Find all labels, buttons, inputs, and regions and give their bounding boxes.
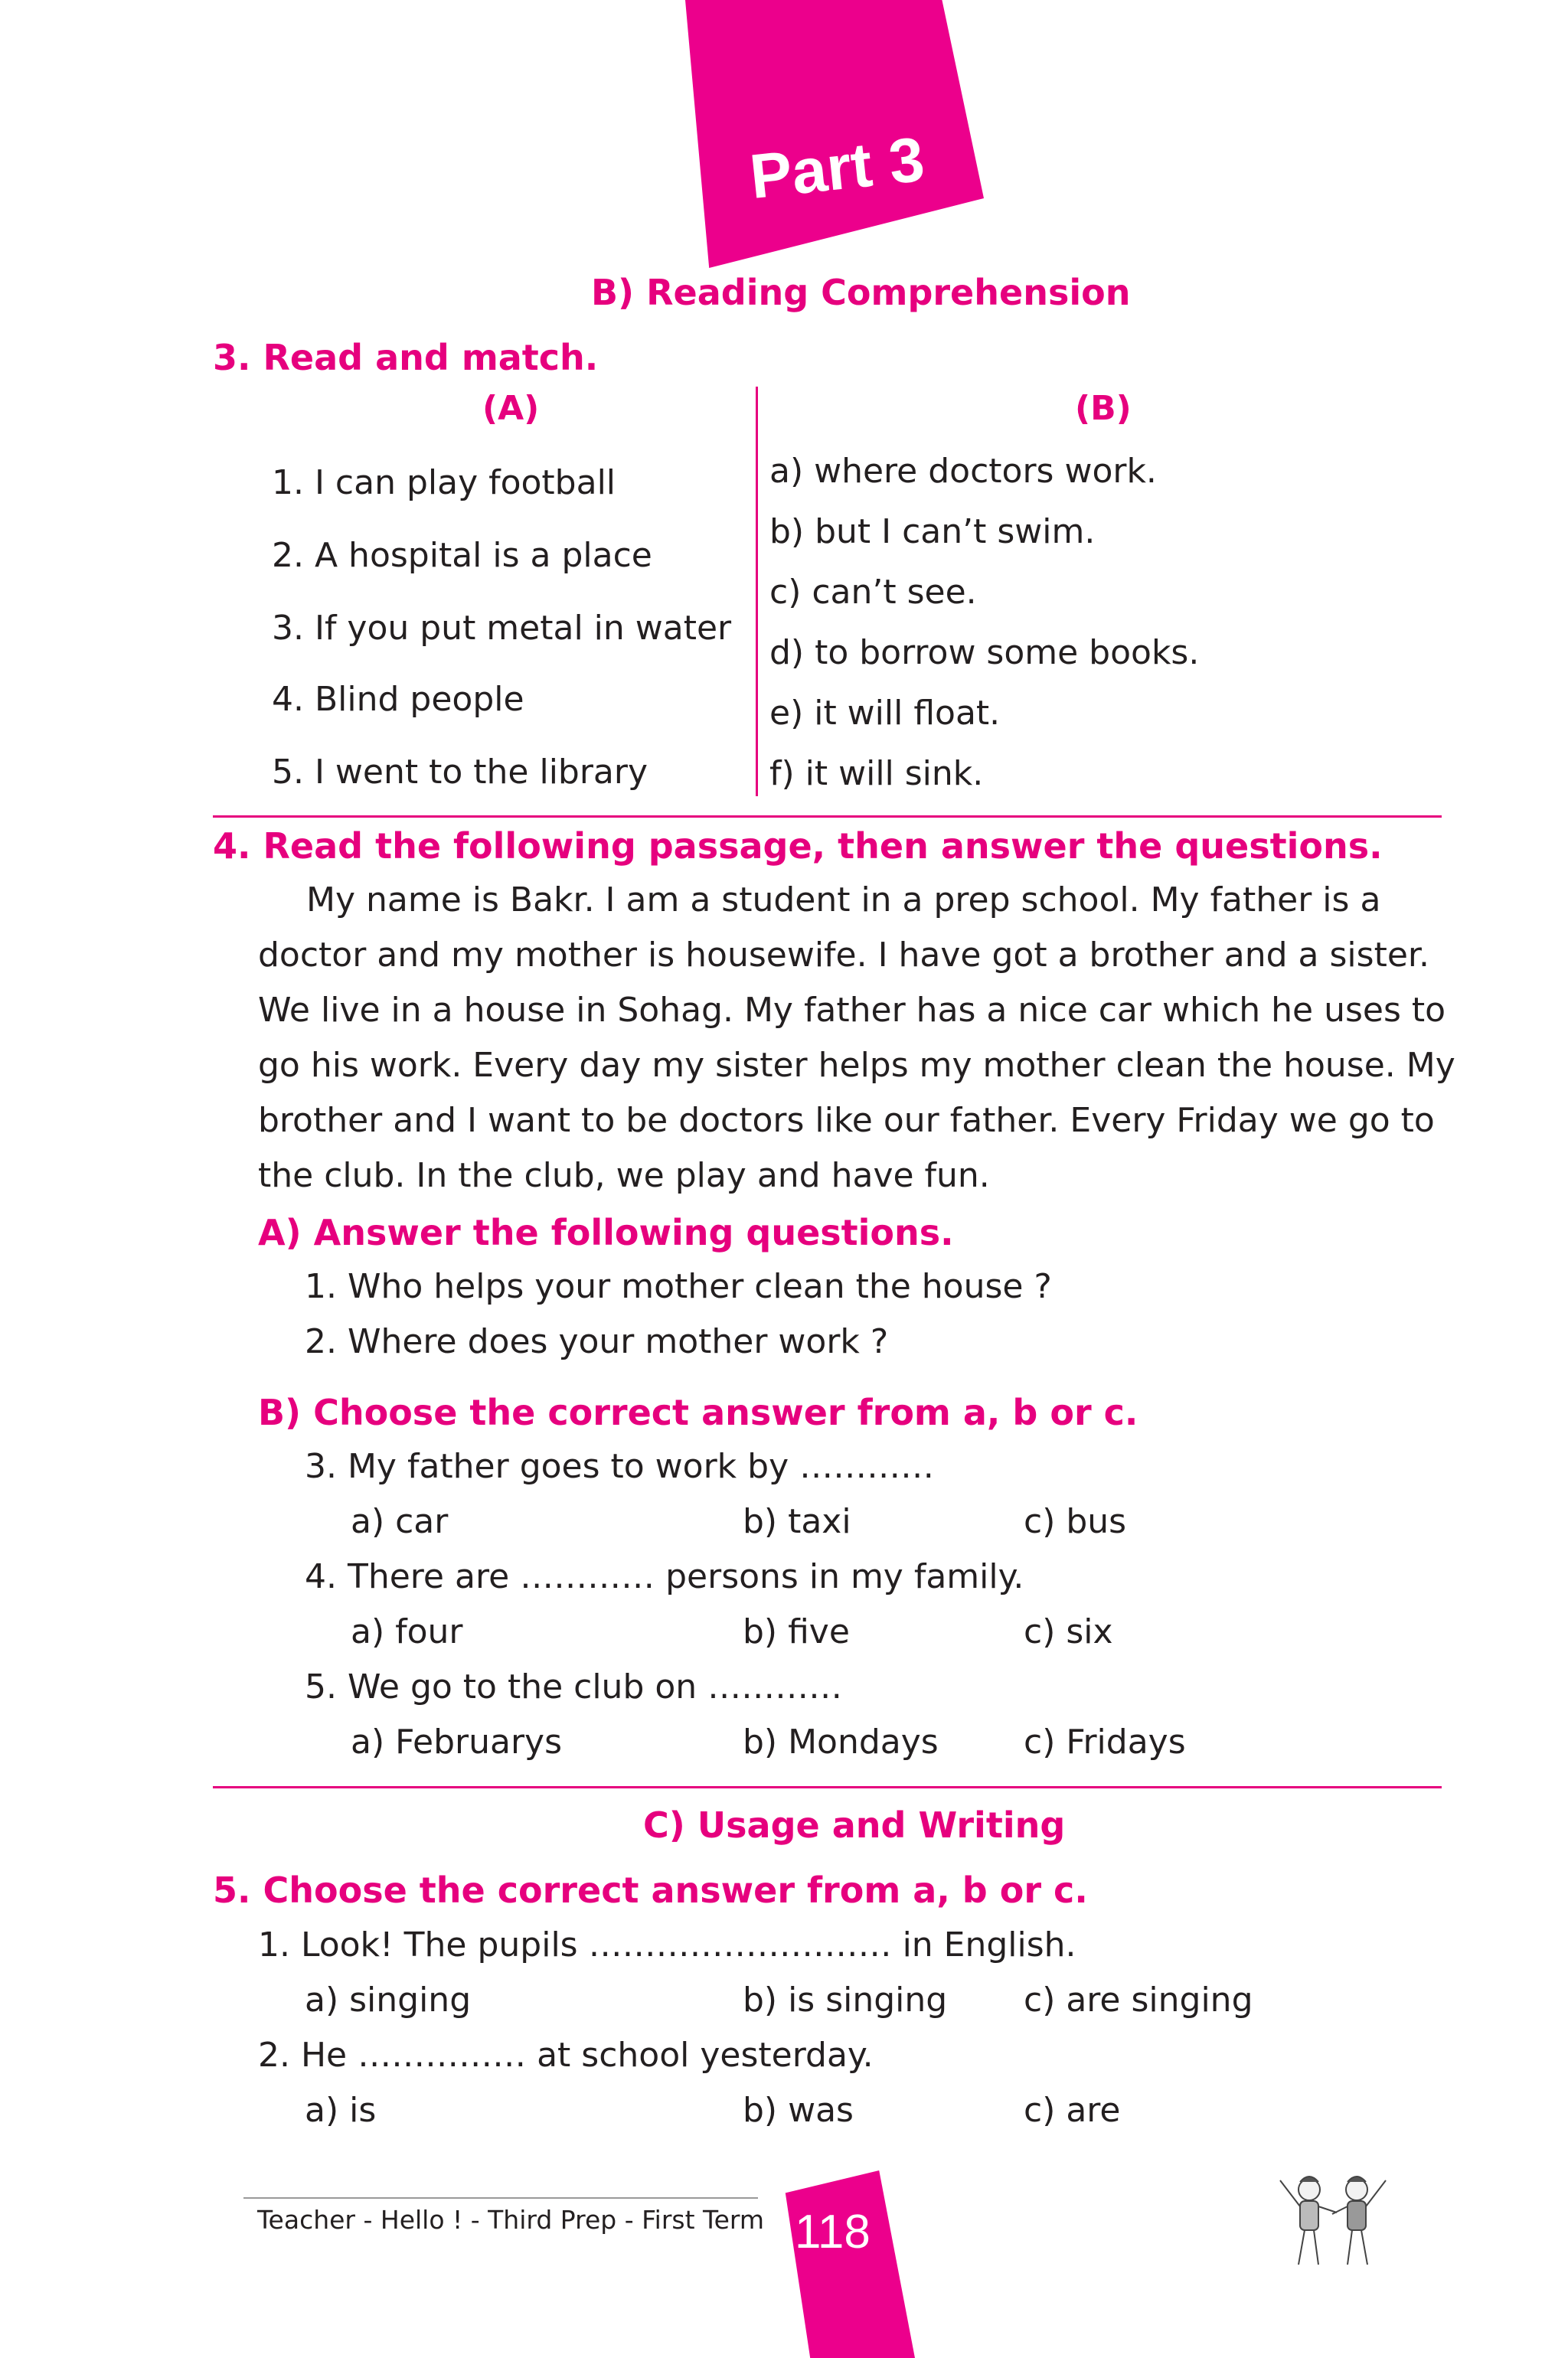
q3-col-b-item: f) it will sink. (769, 754, 984, 793)
part-title: Part 3 (746, 124, 928, 213)
q3-col-a-item: 1. I can play football (272, 463, 616, 502)
q3-col-a-item: 4. Blind people (272, 680, 524, 719)
page-number-tab (777, 2170, 915, 2358)
q4-part-b-title: B) Choose the correct answer from a, b or c. (258, 1392, 1138, 1433)
mcq-question: 1. Look! The pupils ……………………… in English. (258, 1925, 1076, 1964)
section-b-heading: B) Reading Comprehension (591, 272, 1131, 313)
mcq-option: c) are (1024, 2091, 1121, 2130)
page-number: 118 (795, 2206, 871, 2258)
mcq-question: 4. There are ………… persons in my family. (305, 1557, 1024, 1596)
q3-col-a-header: (A) (482, 389, 540, 428)
q3-col-b-item: c) can’t see. (769, 573, 977, 612)
q3-col-b-header: (B) (1075, 389, 1132, 428)
mcq-option: c) Fridays (1024, 1723, 1186, 1762)
mcq-option: a) four (351, 1612, 463, 1651)
mcq-option: b) Mondays (743, 1723, 939, 1762)
q3-col-a-item: 2. A hospital is a place (272, 536, 652, 575)
footer-book-title: Teacher - Hello ! - Third Prep - First Term (257, 2205, 765, 2235)
q3-col-a-item: 5. I went to the library (272, 753, 648, 792)
passage-line: the club. In the club, we play and have fun. (258, 1156, 990, 1195)
q3-title: 3. Read and match. (213, 337, 599, 378)
section-divider (213, 815, 1442, 818)
passage-line: brother and I want to be doctors like our father. Every Friday we go to (258, 1101, 1435, 1140)
mcq-option: c) are singing (1024, 1981, 1253, 2020)
kids-illustration-icon (1263, 2167, 1401, 2281)
mcq-option: b) five (743, 1612, 850, 1651)
passage-line: My name is Bakr. I am a student in a prep school. My father is a (306, 880, 1381, 919)
mcq-option: c) six (1024, 1612, 1113, 1651)
mcq-option: b) was (743, 2091, 854, 2130)
q5-title: 5. Choose the correct answer from a, b or c. (213, 1870, 1088, 1911)
q3-col-b-item: e) it will float. (769, 694, 1001, 733)
q4-part-a-title: A) Answer the following questions. (258, 1212, 954, 1253)
q3-col-b-item: a) where doctors work. (769, 452, 1157, 491)
mcq-question: 5. We go to the club on ………… (305, 1667, 843, 1706)
section-divider (213, 1786, 1442, 1788)
mcq-question: 3. My father goes to work by ………… (305, 1447, 935, 1486)
q4-title: 4. Read the following passage, then answer the questions. (213, 825, 1383, 867)
passage-line: doctor and my mother is housewife. I have got a brother and a sister. (258, 936, 1429, 975)
q4-question: 1. Who helps your mother clean the house ? (305, 1267, 1052, 1306)
mcq-option: b) taxi (743, 1502, 851, 1541)
q3-col-b-item: b) but I can’t swim. (769, 512, 1096, 551)
mcq-option: a) is (305, 2091, 377, 2130)
mcq-option: c) bus (1024, 1502, 1127, 1541)
section-c-heading: C) Usage and Writing (643, 1804, 1066, 1846)
q3-col-b-item: d) to borrow some books. (769, 633, 1200, 672)
mcq-option: a) car (351, 1502, 449, 1541)
mcq-option: a) singing (305, 1981, 472, 2020)
passage-line: go his work. Every day my sister helps my mother clean the house. My (258, 1046, 1455, 1085)
q3-col-a-item: 3. If you put metal in water (272, 609, 732, 648)
mcq-option: b) is singing (743, 1981, 948, 2020)
passage-line: We live in a house in Sohag. My father has a nice car which he uses to (258, 991, 1446, 1030)
q4-question: 2. Where does your mother work ? (305, 1322, 889, 1361)
footer-rule (243, 2197, 758, 2199)
mcq-option: a) Februarys (351, 1723, 563, 1762)
mcq-question: 2. He …………… at school yesterday. (258, 2036, 874, 2075)
q3-column-divider (756, 387, 758, 796)
